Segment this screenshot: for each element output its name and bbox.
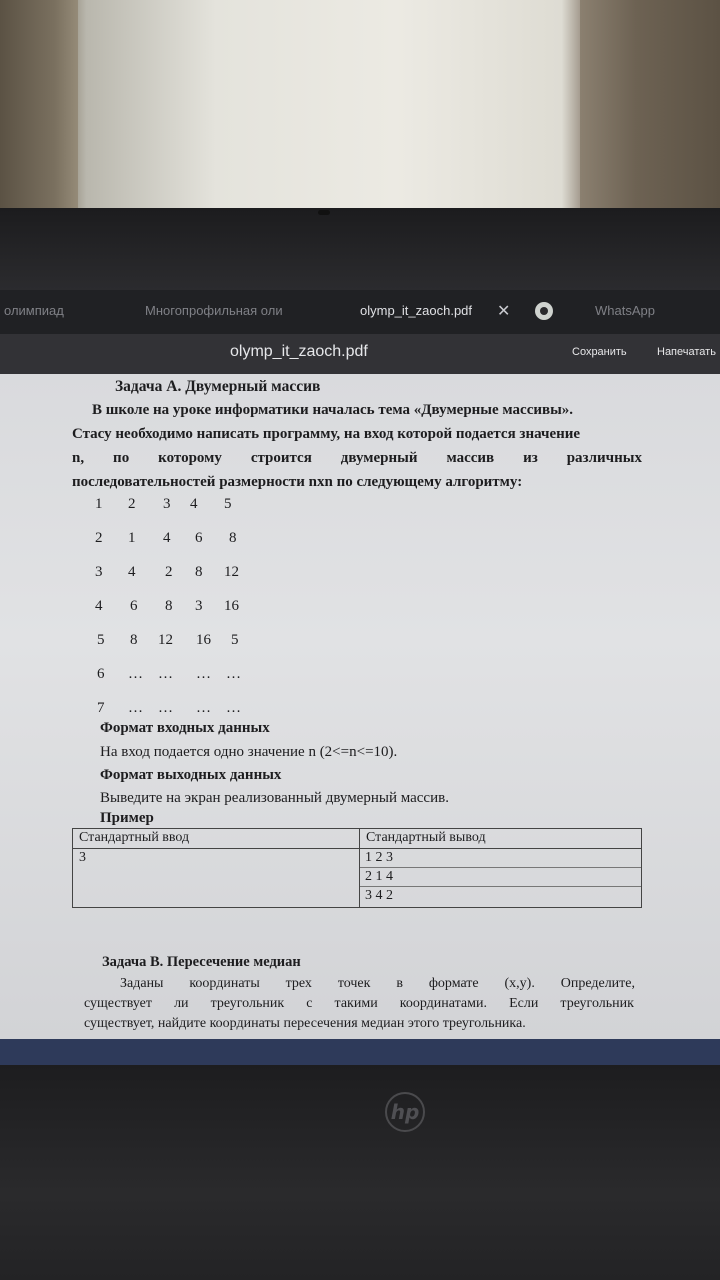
output-format-text: Выведите на экран реализованный двумерный массив. xyxy=(100,790,449,806)
matrix-cell: 16 xyxy=(196,632,211,648)
tab-olympiad[interactable]: олимпиад xyxy=(4,303,64,318)
matrix-cell: … xyxy=(128,700,143,716)
matrix-cell: … xyxy=(226,666,241,682)
matrix-cell: 7 xyxy=(97,700,105,716)
word: различных xyxy=(566,450,642,466)
matrix-cell: 2 xyxy=(95,530,103,546)
close-tab-icon[interactable]: ✕ xyxy=(497,303,511,320)
whatsapp-icon xyxy=(535,302,553,320)
browser-tab-bar xyxy=(0,290,720,334)
monitor-bezel-top xyxy=(0,208,720,290)
matrix-cell: 2 xyxy=(128,496,136,512)
word: которому xyxy=(158,450,222,466)
print-button[interactable]: Напечатать xyxy=(657,346,716,358)
matrix-cell: 8 xyxy=(195,564,203,580)
matrix-cell: 8 xyxy=(165,598,173,614)
input-format-title: Формат входных данных xyxy=(100,720,270,736)
word: по xyxy=(113,450,130,466)
paragraph-line-3 xyxy=(72,450,642,467)
tab-multiprofile[interactable]: Многопрофильная оли xyxy=(145,303,283,318)
tab-whatsapp[interactable]: WhatsApp xyxy=(595,303,655,318)
word: в xyxy=(396,976,403,991)
matrix-cell: 8 xyxy=(229,530,237,546)
matrix-cell: 3 xyxy=(163,496,171,512)
table-divider xyxy=(360,867,641,868)
word: ли xyxy=(174,996,189,1011)
input-format-text: На вход подается одно значение n (2<=n<=10). xyxy=(100,744,398,760)
monitor-bezel-bottom xyxy=(0,1065,720,1280)
table-divider xyxy=(73,848,641,849)
table-divider xyxy=(359,829,360,907)
matrix-cell: 16 xyxy=(224,598,239,614)
webcam xyxy=(318,210,330,215)
matrix-cell: … xyxy=(196,700,211,716)
tab-olymp-pdf[interactable]: olymp_it_zaoch.pdf xyxy=(360,303,473,318)
matrix-cell: 5 xyxy=(231,632,239,648)
hp-logo: hp xyxy=(385,1092,425,1132)
table-header-output: Стандартный вывод xyxy=(366,830,486,845)
output-format-title: Формат выходных данных xyxy=(100,767,282,783)
word: (x,y). xyxy=(504,976,535,991)
screen-bottom-bar xyxy=(0,1039,720,1065)
matrix-cell: 1 xyxy=(95,496,103,512)
pdf-page xyxy=(0,374,720,1039)
matrix-cell: … xyxy=(158,666,173,682)
save-button[interactable]: Сохранить xyxy=(572,346,627,358)
matrix-cell: 6 xyxy=(97,666,105,682)
table-output-line: 2 1 4 xyxy=(365,869,393,884)
curtain-right xyxy=(580,0,720,215)
matrix-cell: 4 xyxy=(190,496,198,512)
table-output-line: 3 4 2 xyxy=(365,888,393,903)
matrix-cell: 12 xyxy=(158,632,173,648)
matrix-cell: … xyxy=(196,666,211,682)
matrix-cell: 1 xyxy=(128,530,136,546)
word: существует xyxy=(84,996,152,1011)
task-a-title: Задача А. Двумерный массив xyxy=(115,378,321,395)
example-table xyxy=(72,828,642,908)
word: такими xyxy=(334,996,378,1011)
task-b-line-1 xyxy=(120,976,635,992)
matrix-cell: 4 xyxy=(95,598,103,614)
table-output-line: 1 2 3 xyxy=(365,850,393,865)
word: массив xyxy=(446,450,495,466)
matrix-cell: 5 xyxy=(97,632,105,648)
matrix-cell: 3 xyxy=(95,564,103,580)
paragraph-line-1: В школе на уроке информатики началась тема «Двумерные массивы». xyxy=(92,402,574,418)
matrix-cell: 8 xyxy=(130,632,138,648)
word: Определите, xyxy=(560,976,635,991)
paragraph-line-4: последовательностей размерности nxn по следующему алгоритму: xyxy=(72,474,523,490)
matrix-cell: … xyxy=(226,700,241,716)
matrix-cell: 3 xyxy=(195,598,203,614)
matrix-cell: 6 xyxy=(130,598,138,614)
table-divider xyxy=(360,886,641,887)
paragraph-line-2: Стасу необходимо написать программу, на вход которой подается значение xyxy=(72,426,581,442)
matrix-cell: … xyxy=(158,700,173,716)
word: координатами. xyxy=(399,996,487,1011)
word: треугольник xyxy=(210,996,285,1011)
word: Заданы xyxy=(120,976,164,991)
matrix-cell: 6 xyxy=(195,530,203,546)
matrix-cell: 5 xyxy=(224,496,232,512)
word: координаты xyxy=(189,976,260,991)
matrix-cell: 4 xyxy=(128,564,136,580)
word: двумерный xyxy=(340,450,418,466)
word: треугольник xyxy=(560,996,634,1011)
task-b-line-3: существует, найдите координаты пересечения медиан этого треугольника. xyxy=(84,1016,526,1031)
screen xyxy=(0,290,720,1065)
example-title: Пример xyxy=(100,810,154,826)
word: из xyxy=(523,450,538,466)
word: с xyxy=(306,996,313,1011)
task-b-title: Задача B. Пересечение медиан xyxy=(102,954,301,970)
matrix-cell: … xyxy=(128,666,143,682)
task-b-line-2 xyxy=(84,996,634,1012)
document-title: olymp_it_zaoch.pdf xyxy=(230,343,368,360)
window-background xyxy=(0,0,720,215)
word: точек xyxy=(337,976,371,991)
word: формате xyxy=(428,976,479,991)
word: Если xyxy=(509,996,539,1011)
word: строится xyxy=(250,450,312,466)
curtain-left xyxy=(0,0,78,215)
word: трех xyxy=(285,976,312,991)
matrix-cell: 4 xyxy=(163,530,171,546)
word: n, xyxy=(72,450,85,466)
matrix-cell: 12 xyxy=(224,564,239,580)
pdf-viewer-toolbar xyxy=(0,334,720,374)
matrix-cell: 2 xyxy=(165,564,173,580)
table-input-value: 3 xyxy=(79,850,86,865)
table-header-input: Стандартный ввод xyxy=(79,830,190,845)
